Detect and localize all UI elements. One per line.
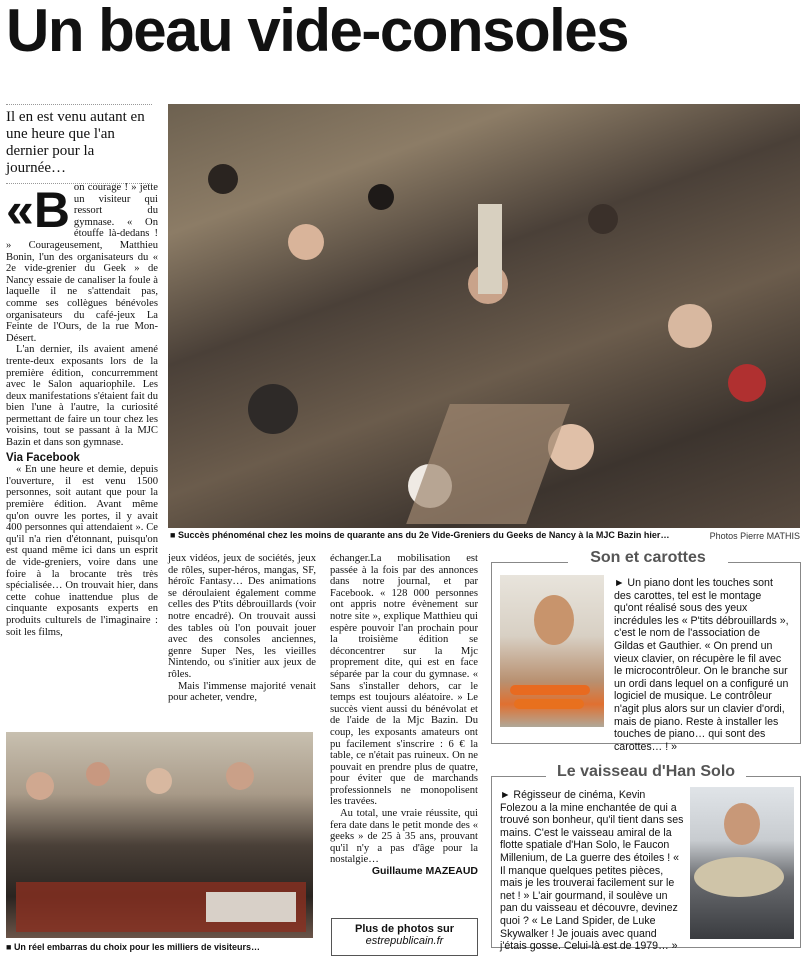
carrots-text: ► Un piano dont les touches sont des carottes, tel est le montage qu'ont réalisé sous des yeux incrédules les « P'tits débrouillards », c'est le nom de l'association de Gildas et Gauthier. « On prend un vieux clavier, on récupère le fil avec le microcontrôleur. On le branche sur un ordi dans lequel on a configuré un logiciel de musique. Le contrôleur n'agit plus alors sur un clavier d'ordi, mais de piano. Reste à installer les touches de piano… qui sont des carottes… ! » [614,577,789,753]
col3-paragraph-1: échanger.La mobilisation est passée à la fois par des annonces dans notre journal, et par Facebook. « 128 000 personnes ont appris notre évènement sur notre site », explique Matthieu qui espère pouvoir l'an prochain pour la troisième édition se déconcentrer sur la Mjc proprement dite, qui est en face séparée par la cour du gymnase. « Sans s'installer dehors, car le temps est toujours aléatoire. » Le succès vient aussi du bénévolat et de l'aide de la Mjc Bazin. Du coup, les exposants amateurs ont pu facilement s'inscrire : 6 € la table, ce n'était pas ruineux. On ne pouvait en prendre plus de quatre, pour éviter que de marchands professionnels ne monopolisent les travées. [330,553,478,808]
main-photo-caption-text: Succès phénoménal chez les moins de quarante ans du 2e Vide-Greniers du Geeks de Nancy à la MJC Bazin hier… [177,530,670,540]
photo-credit: Photos Pierre MATHIS [709,531,800,541]
column-3 [330,553,478,906]
signature: Guillaume MAZEAUD [371,865,478,878]
second-photo-caption [6,942,316,953]
box-title-han-solo: Le vaisseau d'Han Solo [546,763,746,781]
quote-mark: « [6,182,34,238]
promo-box [331,918,478,956]
box-title-carrots: Son et carottes [568,549,728,567]
han-solo-photo [690,787,794,939]
col3-paragraph-2: Au total, une vraie réussite, qui fera date dans le petit monde des « geeks » de 25 à 35 ans, prouvant qu'il n'y a pas d'âge pour la nostalgie… [330,808,478,866]
column-2 [168,553,316,725]
second-photo [6,732,313,938]
lead-column [6,182,158,638]
lead-paragraph-2: L'an dernier, ils avaient amené trente-deux exposants lors de la première édition, concurremment avec le Salon aquariophile. Les deux manifestations s'étaient fait du bien l'une à l'autre, la curiosité permettant de faire un tour chez les voisins, tout se passant à la MJC Bazin et dans son gymnase. [6,344,158,449]
lead-paragraph-3: « En une heure et demie, depuis l'ouverture, il est venu 1500 personnes, soit autant que pour la première édition. Avant même qu'on ouvre les portes, il y avait 400 personnes qui attendaient ». Ce qu'il n'a rien d'étonnant, puisqu'on est quand même ici dans un esprit de vide-greniers, voire dans une foire à la brocante très très spécialisée… On trouvait hier, dans cette cohue inattendue plus de cinquante exposants experts en produits culturels de l'imaginaire : soit les films, [6,464,158,638]
sidebar-box-han-solo [491,776,801,953]
promo-line-1: Plus de photos sur [354,923,454,935]
second-photo-caption-text: Un réel embarras du choix pour les milliers de visiteurs… [13,942,261,952]
carrots-photo [500,575,604,727]
col2-paragraph-2: Mais l'immense majorité venait pour acheter, vendre, [168,680,316,704]
han-solo-text: ► Régisseur de cinéma, Kevin Folezou a la mine enchantée de qui a trouvé son bonheur, qu'il tient dans ses mains. C'est le vaisseau amiral de la flotte spatiale d'Han Solo, le Faucon Millenium, de La guerre des étoiles ! « Il manque quelques petites pièces, mais je les trouverai facilement sur le net ! » L'air gourmand, il soulève un pan du vaisseau et découvre, devinez quoi ? « Le Land Spider, de Luke Skywalker ! Je jouais avec quand j'étais gosse. Celui-là est de 1979… » [500,789,684,953]
headline: Un beau vide-consoles [6,0,628,64]
caption-bullet-icon: ■ [6,942,14,952]
lead-paragraph-1: on courage ! » jette un visiteur qui ressort du gymnase. « On étouffe là-dedans ! » Courageusement, Matthieu Bonin, l'un des organisateurs du « 2e vide-grenier du Geek » de Nancy essaie de canaliser la foule à laquelle il ne s'attendait pas, comme ses collègues bénévoles organisateurs du café-jeux La Feinte de l'Ours, de la rue Mon-Désert. [6,182,158,344]
promo-link[interactable]: estrepublicain.fr [365,935,444,947]
sidebar-box-carrots [491,562,801,753]
drop-letter: B [33,182,70,238]
deck: Il en est venu autant en une heure que l'an dernier pour la journée… [6,104,152,184]
col2-paragraph-1: jeux vidéos, jeux de sociétés, jeux de rôles, super-héros, mangas, SF, héroïc Fantasy… Des animations se déroulaient également comme celles des P'tits débrouillards (voir notre encadré). On trouvait aussi des tables où l'on pouvait jouer avec des consoles anciennes, genre Super Nes, les vieilles Nintendo, ou s'initier aux jeux de rôles. [168,553,316,680]
caption-bullet-icon: ■ [170,530,178,540]
subhead: Via Facebook [6,451,80,464]
main-photo-caption [170,530,690,541]
drop-cap [6,182,70,238]
main-photo [168,104,800,528]
